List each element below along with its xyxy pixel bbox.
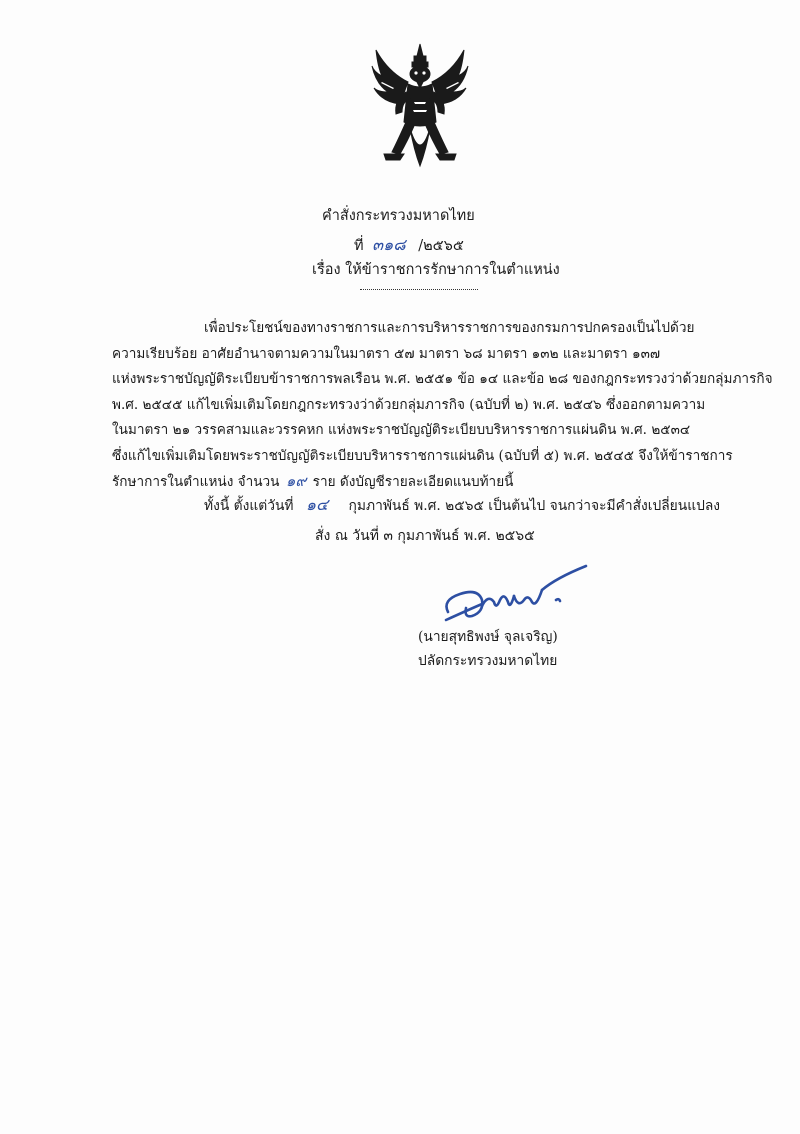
dotted-divider bbox=[360, 283, 478, 290]
effective-suffix: กุมภาพันธ์ พ.ศ. ๒๕๖๕ เป็นต้นไป จนกว่าจะมีคำสั่งเปลี่ยนแปลง bbox=[348, 498, 721, 514]
body-line: ซึ่งแก้ไขเพิ่มเติมโดยพระราชบัญญัติระเบียบบริหารราชการแผ่นดิน (ฉบับที่ ๕) พ.ศ. ๒๕๔๕ จึงให้ข้าราชการ bbox=[112, 447, 733, 464]
order-subject: เรื่อง ให้ข้าราชการรักษาการในตำแหน่ง bbox=[312, 262, 560, 278]
body-line: ในมาตรา ๒๑ วรรคสามและวรรคหก แห่งพระราชบัญญัติระเบียบบริหารราชการแผ่นดิน พ.ศ. ๒๕๓๔ bbox=[112, 422, 691, 438]
personnel-count: ๑๙ bbox=[285, 472, 307, 490]
order-title: คำสั่งกระทรวงมหาดไทย bbox=[322, 208, 475, 224]
order-body bbox=[112, 316, 773, 496]
effective-prefix: ทั้งนี้ ตั้งแต่วันที่ bbox=[204, 498, 294, 514]
garuda-emblem-icon bbox=[370, 42, 470, 177]
body-line: แห่งพระราชบัญญัติระเบียบข้าราชการพลเรือน พ.ศ. ๒๕๕๑ ข้อ ๑๔ และข้อ ๒๘ ของกฎกระทรวงว่าด้วยกลุ่มภารกิจ bbox=[112, 371, 773, 387]
effective-date-line bbox=[204, 495, 720, 515]
order-year: /๒๕๖๕ bbox=[418, 238, 464, 254]
order-number: ๓๑๘ bbox=[372, 235, 406, 254]
signer-name: (นายสุทธิพงษ์ จุลเจริญ) bbox=[418, 629, 558, 645]
body-line-prefix: รักษาการในตำแหน่ง จำนวน bbox=[112, 474, 280, 490]
body-line: เพื่อประโยชน์ของทางราชการและการบริหารราชการของกรมการปกครองเป็นไปด้วย bbox=[204, 320, 695, 336]
effective-day: ๑๔ bbox=[305, 495, 329, 514]
given-date-line: สั่ง ณ วันที่ ๓ กุมภาพันธ์ พ.ศ. ๒๕๖๕ bbox=[315, 528, 535, 544]
body-line: ความเรียบร้อย อาศัยอำนาจตามความในมาตรา ๕๗ มาตรา ๖๘ มาตรา ๑๓๒ และมาตรา ๑๓๗ bbox=[112, 345, 661, 362]
handwritten-signature bbox=[438, 560, 588, 630]
body-line: พ.ศ. ๒๕๔๕ แก้ไขเพิ่มเติมโดยกฎกระทรวงว่าด้วยกลุ่มภารกิจ (ฉบับที่ ๒) พ.ศ. ๒๕๔๖ ซึ่งออกตามความ bbox=[112, 396, 706, 413]
body-line bbox=[112, 469, 712, 496]
order-prefix: ที่ bbox=[354, 238, 364, 254]
body-line-suffix: ราย ดังบัญชีรายละเอียดแนบท้ายนี้ bbox=[312, 474, 514, 490]
order-number-line bbox=[354, 235, 464, 255]
signer-title: ปลัดกระทรวงมหาดไทย bbox=[418, 653, 558, 669]
